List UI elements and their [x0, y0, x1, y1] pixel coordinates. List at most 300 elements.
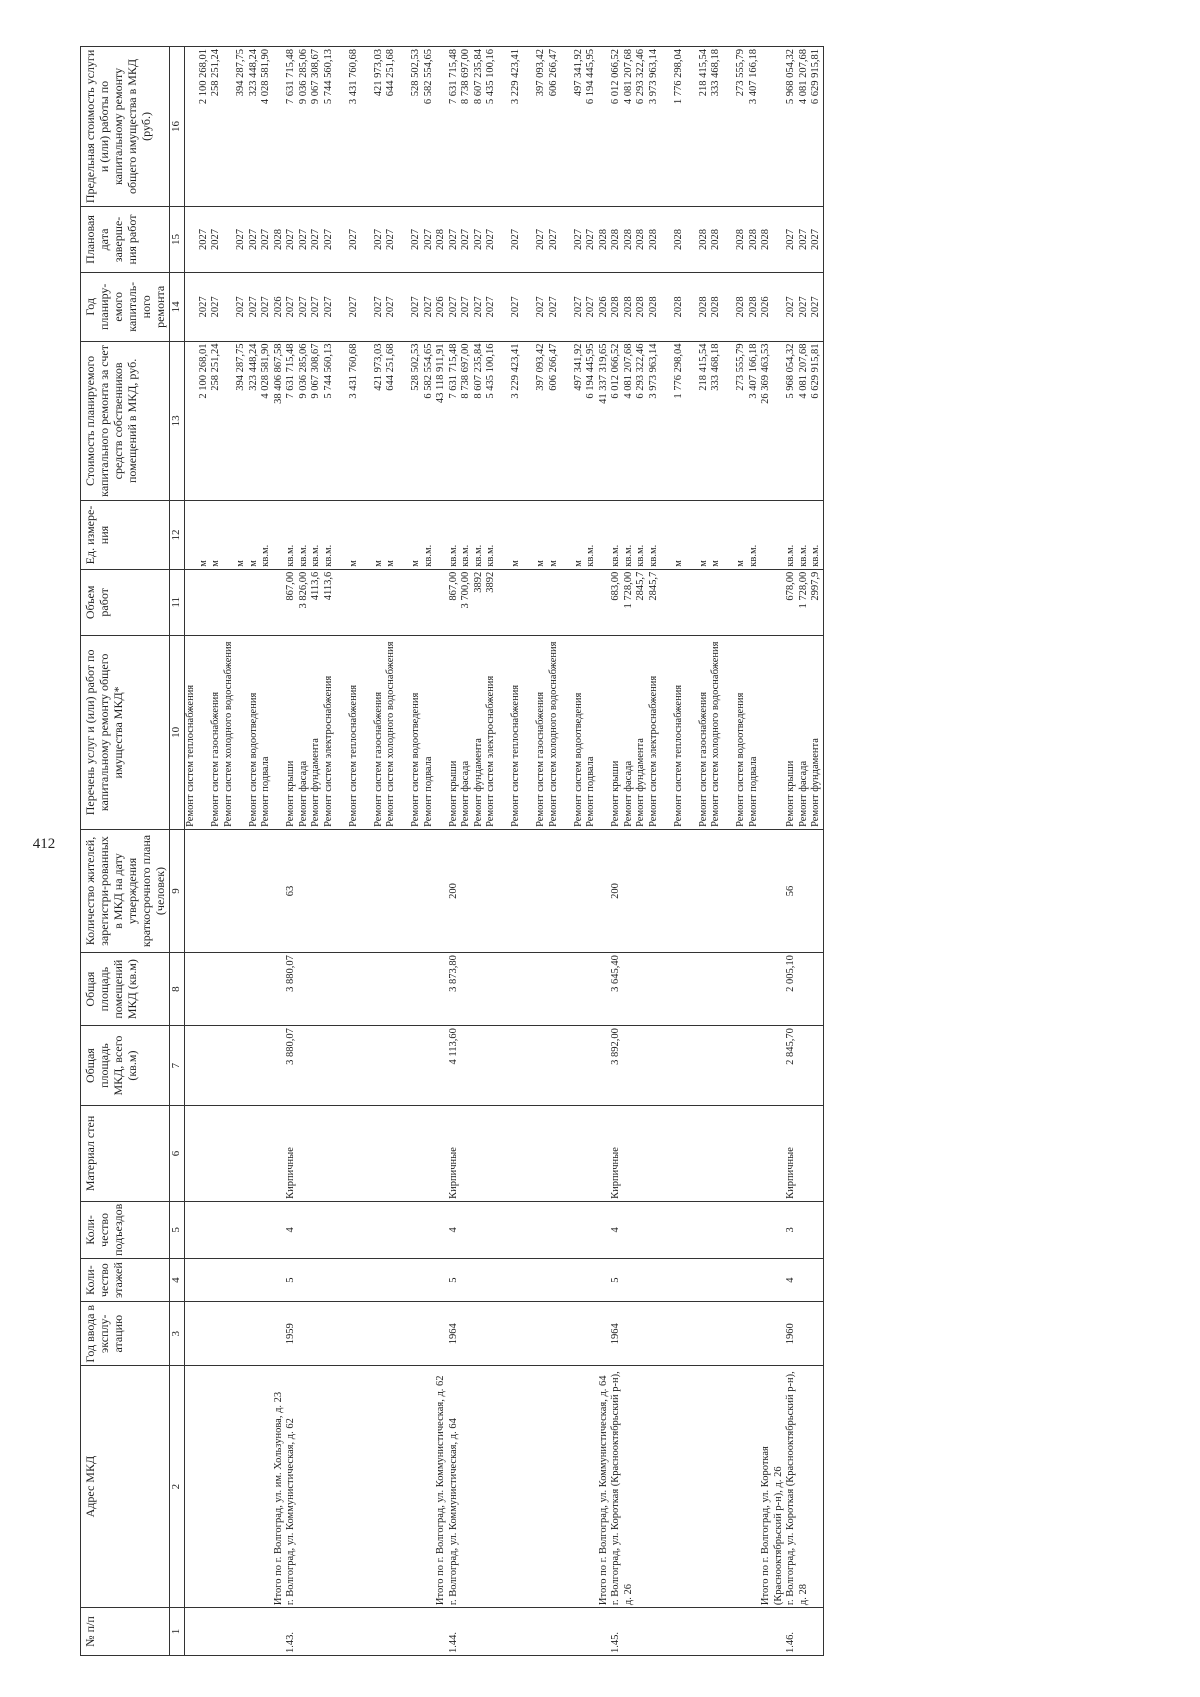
cell-lim [448, 47, 598, 207]
value-costs: 3 973 963,14 [647, 343, 659, 399]
total-cell-num [760, 1608, 785, 1656]
cell-cost [285, 341, 435, 501]
value-volumes: 867,00 [447, 571, 459, 601]
house-year: 1959 [285, 1323, 296, 1345]
value-limits: 3 431 760,68 [347, 49, 359, 105]
value-years: 2028 [710, 296, 721, 318]
value-dates: 2027 [447, 229, 459, 250]
value-costs: 5 435 100,16 [485, 343, 496, 399]
cell-mat [610, 1106, 760, 1202]
value-units: м [510, 560, 521, 567]
value-years: 2027 [347, 296, 359, 318]
total-cell-addr: Итого по г. Волгоград, ул. им. Хользунова, д. 23 [273, 1366, 286, 1608]
spacer-line [335, 273, 348, 340]
house-number: 1.45. [610, 1632, 621, 1653]
value-units: м [572, 560, 584, 567]
work-item: Ремонт систем электроснабжения [322, 675, 334, 827]
house-material: Кирпичные [285, 1147, 296, 1199]
value-costs: 2 100 268,01 [197, 343, 209, 399]
cell-num [610, 1608, 760, 1656]
total-cell-work [435, 635, 448, 829]
value-volumes: 3 700,00 [460, 571, 471, 609]
column-header-6: Материал стен [81, 1106, 170, 1202]
spacer-line [660, 207, 673, 272]
spacer-line [498, 207, 511, 272]
total-cell-vol [598, 569, 611, 635]
spacer-line [660, 501, 673, 566]
spacer-line [185, 572, 198, 635]
value-years: 2027 [810, 296, 821, 318]
total-cell-mat [598, 1106, 611, 1202]
total-cell-res [760, 829, 785, 952]
value-years: 2027 [460, 296, 471, 318]
value-units: м [210, 560, 221, 567]
value-volumes: 4113,6 [310, 571, 321, 601]
value-dates: 2027 [385, 229, 396, 250]
column-number-13: 13 [170, 341, 185, 501]
value-dates: 2027 [235, 229, 246, 250]
value-limits: 7 631 715,48 [285, 49, 296, 105]
work-item: Ремонт подвала [422, 756, 434, 827]
value-units: м [710, 560, 721, 567]
house-number: 1.46. [785, 1632, 796, 1653]
value-costs: 6 293 322,46 [635, 343, 646, 399]
spacer-line [360, 344, 373, 501]
house-area-rooms: 3 873,80 [447, 955, 459, 992]
spacer-line [185, 49, 198, 206]
cell-vol [785, 569, 823, 635]
spacer-line [260, 572, 273, 635]
total-cell-at [760, 1026, 785, 1106]
total-cell-floors [760, 1258, 785, 1301]
cell-py [610, 273, 760, 341]
cell-floors [785, 1258, 823, 1301]
spacer-line [710, 572, 723, 635]
total-cell-ar [598, 953, 611, 1026]
total-cell-dt: 2028 [273, 206, 286, 272]
cell-work [185, 635, 273, 829]
value-units: м [535, 560, 546, 567]
value-units: кв.м. [647, 544, 659, 567]
spacer-line [335, 207, 348, 272]
cell-dt [185, 206, 273, 272]
value-dates: 2027 [247, 229, 259, 250]
cell-num [285, 1608, 435, 1656]
column-number-3: 3 [170, 1302, 185, 1366]
cell-unit [785, 501, 823, 569]
table-row [185, 47, 273, 1656]
value-years: 2027 [422, 296, 434, 318]
total-cell-py: 2026 [760, 273, 785, 341]
value-limits: 8 738 697,00 [460, 49, 471, 105]
value-costs: 5 968 054,32 [785, 343, 796, 399]
house-area-total: 2 845,70 [785, 1028, 796, 1065]
total-cell-ar [273, 953, 286, 1026]
value-limits: 3 229 423,41 [510, 49, 521, 105]
cell-dt [285, 206, 435, 272]
value-costs: 5 744 560,13 [322, 343, 334, 399]
work-item: Ремонт систем электроснабжения [485, 675, 496, 827]
cell-ar [185, 953, 273, 1026]
column-number-5: 5 [170, 1201, 185, 1258]
total-cell-addr: Итого по г. Волгоград, ул. Коммунистическая, д. 62 [435, 1366, 448, 1608]
value-units: кв.м. [585, 544, 596, 567]
cell-work [610, 635, 760, 829]
value-limits: 4 081 207,68 [797, 49, 809, 105]
value-units: кв.м. [260, 544, 271, 567]
spacer-line [685, 572, 698, 635]
work-item: Ремонт крыши [285, 760, 296, 827]
column-number-7: 7 [170, 1026, 185, 1106]
capital-repair-table [80, 46, 824, 1656]
house-area-total: 3 892,00 [610, 1028, 621, 1065]
spacer-line [723, 572, 736, 635]
house-area-rooms: 3 880,07 [285, 955, 296, 992]
spacer-line [185, 344, 198, 501]
value-costs: 4 081 207,68 [622, 343, 634, 399]
work-item: Ремонт фасада [797, 760, 809, 827]
spacer-line [660, 572, 673, 635]
spacer-line [373, 572, 386, 635]
value-volumes: 3 826,00 [297, 571, 309, 609]
cell-num [185, 1608, 273, 1656]
total-cell-py: 2026 [273, 273, 286, 341]
work-item: Ремонт систем теплоснабжения [347, 684, 359, 827]
spacer-line [498, 501, 511, 566]
value-limits: 218 415,54 [697, 49, 709, 97]
value-costs: 8 607 235,84 [472, 343, 484, 399]
cell-py [285, 273, 435, 341]
value-volumes: 2845,7 [647, 571, 659, 601]
cell-addr [785, 1366, 823, 1608]
value-volumes: 2997,9 [810, 571, 821, 601]
total-cell-py: 2026 [598, 273, 611, 341]
value-years: 2027 [210, 296, 221, 318]
value-units: кв.м. [622, 544, 634, 567]
cell-lim [185, 47, 273, 207]
column-header-8: Общая площадь помещений МКД (кв.м) [81, 953, 170, 1026]
cell-mat [785, 1106, 823, 1202]
house-entrances: 4 [447, 1227, 459, 1233]
spacer-line [398, 501, 411, 566]
value-dates: 2027 [297, 229, 309, 250]
value-costs: 6 629 915,81 [810, 343, 821, 399]
total-cell-mat [273, 1106, 286, 1202]
column-header-5: Коли-чество подъездов [81, 1201, 170, 1258]
cell-year [785, 1302, 823, 1366]
house-area-rooms: 2 005,10 [785, 955, 796, 992]
value-dates: 2027 [410, 229, 421, 250]
total-cell-cost: 41 337 319,65 [598, 341, 611, 501]
column-header-10: Перечень услуг и (или) работ по капитальному ремонту общего имущества МКД* [81, 635, 170, 829]
cell-py [448, 273, 598, 341]
value-limits: 258 251,24 [210, 49, 221, 97]
cell-mat [285, 1106, 435, 1202]
value-costs: 3 407 166,18 [747, 343, 759, 399]
value-limits: 6 582 554,65 [422, 49, 434, 105]
value-limits: 9 067 308,67 [310, 49, 321, 105]
value-costs: 644 251,68 [385, 343, 396, 391]
spacer-line [360, 273, 373, 340]
cell-py [785, 273, 823, 341]
value-dates: 2027 [197, 229, 209, 250]
column-header-11: Объем работ [81, 569, 170, 635]
spacer-line [398, 273, 411, 340]
work-item: Ремонт систем газоснабжения [210, 691, 221, 827]
cell-cost [185, 341, 273, 501]
total-cell-lim [760, 47, 785, 207]
value-costs: 528 502,53 [410, 343, 421, 391]
work-item: Ремонт систем теплоснабжения [185, 684, 196, 827]
spacer-line [698, 572, 711, 635]
spacer-line [398, 207, 411, 272]
value-units: кв.м. [310, 544, 321, 567]
house-address: г. Волгоград, ул. Короткая (Краснооктябрьский р-н), д. 26 [610, 1371, 634, 1606]
spacer-line [723, 501, 736, 566]
work-item: Ремонт подвала [585, 756, 596, 827]
spacer-line [360, 207, 373, 272]
cell-floors [610, 1258, 760, 1301]
total-cell-mat [435, 1106, 448, 1202]
cell-year [285, 1302, 435, 1366]
total-cell-dt: 2028 [435, 206, 448, 272]
total-cell-addr: Итого по г. Волгоград, ул. Коммунистическая, д. 64 [598, 1366, 611, 1608]
spacer-line [185, 207, 198, 272]
value-years: 2028 [610, 296, 621, 318]
column-header-9: Количество жителей, зарегистри-рованных в МКД на дату утверждения краткосрочного плана (человек) [81, 829, 170, 952]
work-item: Ремонт систем газоснабжения [697, 691, 709, 827]
total-row [598, 47, 611, 1656]
column-header-15: Плановая дата заверше-ния работ [81, 206, 170, 272]
spacer-line [335, 501, 348, 566]
value-limits: 9 036 285,06 [297, 49, 309, 105]
cell-ent [785, 1201, 823, 1258]
cell-addr [610, 1366, 760, 1608]
cell-unit [448, 501, 598, 569]
cell-dt [610, 206, 760, 272]
work-item: Ремонт систем холодного водоснабжения [385, 641, 396, 827]
spacer-line [360, 501, 373, 566]
value-units: кв.м. [472, 544, 484, 567]
value-costs: 7 631 715,48 [447, 343, 459, 399]
total-cell-cost: 43 118 911,91 [435, 341, 448, 501]
spacer-line [335, 572, 348, 635]
value-units: м [410, 560, 421, 567]
value-costs: 333 468,18 [710, 343, 721, 391]
column-header-1: № п/п [81, 1608, 170, 1656]
work-item: Ремонт систем водоотведения [247, 692, 259, 827]
total-cell-res [435, 829, 448, 952]
house-address: г. Волгоград, ул. Короткая (Краснооктябрьский р-н), д. 28 [785, 1371, 809, 1606]
total-cell-year [598, 1302, 611, 1366]
column-header-7: Общая площадь МКД, всего (кв.м) [81, 1026, 170, 1106]
value-dates: 2027 [372, 229, 384, 250]
cell-cost [610, 341, 760, 501]
value-limits: 6 629 915,81 [810, 49, 821, 105]
spacer-line [660, 49, 673, 206]
house-area-total: 4 113,60 [447, 1028, 459, 1065]
value-years: 2027 [297, 296, 309, 318]
cell-unit [285, 501, 435, 569]
table-row [448, 47, 598, 1656]
spacer-line [723, 344, 736, 501]
spacer-line [685, 344, 698, 501]
total-cell-dt: 2028 [760, 206, 785, 272]
value-dates: 2027 [485, 229, 496, 250]
value-volumes: 3892 [472, 571, 484, 593]
cell-lim [610, 47, 760, 207]
value-units: кв.м. [810, 544, 821, 567]
work-item: Ремонт фасада [622, 760, 634, 827]
cell-year [610, 1302, 760, 1366]
value-dates: 2027 [310, 229, 321, 250]
column-number-row [170, 47, 185, 1656]
house-residents: 56 [785, 885, 796, 897]
value-costs: 9 036 285,06 [297, 343, 309, 399]
total-cell-res [598, 829, 611, 952]
value-limits: 5 968 054,32 [785, 49, 796, 105]
value-dates: 2027 [322, 229, 334, 250]
house-entrances: 4 [285, 1227, 296, 1233]
column-header-2: Адрес МКД [81, 1366, 170, 1608]
value-volumes: 2845,7 [635, 571, 646, 601]
cell-ent [448, 1201, 598, 1258]
spacer-line [660, 344, 673, 501]
value-dates: 2028 [610, 229, 621, 250]
value-units: кв.м. [285, 544, 296, 567]
cell-ent [285, 1201, 435, 1258]
cell-at [785, 1026, 823, 1106]
house-residents: 200 [447, 883, 459, 899]
spacer-line [223, 273, 236, 340]
total-cell-cost: 38 406 867,58 [273, 341, 286, 501]
value-dates: 2027 [510, 229, 521, 250]
cell-work [448, 635, 598, 829]
spacer-line [685, 273, 698, 340]
value-units: м [547, 560, 559, 567]
cell-ar [448, 953, 598, 1026]
cell-num [785, 1608, 823, 1656]
column-header-13: Стоимость планируемого капитального ремонта за счет средств собственников помещений в МКД, руб. [81, 341, 170, 501]
work-item: Ремонт систем холодного водоснабжения [222, 641, 234, 827]
spacer-line [585, 572, 598, 635]
cell-vol [185, 569, 273, 635]
value-limits: 2 100 268,01 [197, 49, 209, 105]
value-dates: 2027 [347, 229, 359, 250]
work-item: Ремонт фасада [460, 760, 471, 827]
value-dates: 2027 [210, 229, 221, 250]
spacer-line [535, 572, 548, 635]
cell-res [785, 829, 823, 952]
total-cell-mat [760, 1106, 785, 1202]
value-years: 2027 [322, 296, 334, 318]
cell-py [185, 273, 273, 341]
value-units: кв.м. [297, 544, 309, 567]
value-limits: 273 555,79 [735, 49, 746, 97]
house-year: 1964 [610, 1323, 621, 1345]
value-volumes: 867,00 [285, 571, 296, 601]
value-dates: 2027 [785, 229, 796, 250]
value-dates: 2028 [735, 229, 746, 250]
value-years: 2028 [622, 296, 634, 318]
value-years: 2027 [510, 296, 521, 318]
value-units: м [372, 560, 384, 567]
value-dates: 2027 [260, 229, 271, 250]
value-limits: 606 266,47 [547, 49, 559, 97]
total-cell-num [273, 1608, 286, 1656]
column-number-11: 11 [170, 569, 185, 635]
spacer-line [223, 344, 236, 501]
value-costs: 6 582 554,65 [422, 343, 434, 399]
house-material: Кирпичные [785, 1147, 796, 1199]
house-entrances: 3 [785, 1227, 796, 1233]
cell-cost [448, 341, 598, 501]
work-item: Ремонт крыши [610, 760, 621, 827]
cell-cost [785, 341, 823, 501]
value-units: м [735, 560, 746, 567]
spacer-line [523, 207, 536, 272]
value-costs: 258 251,24 [210, 343, 221, 391]
cell-year [448, 1302, 598, 1366]
total-cell-work [273, 635, 286, 829]
house-floors: 5 [447, 1277, 459, 1283]
cell-mat [448, 1106, 598, 1202]
column-header-14: Год планиру-емого капиталь-ного ремонта [81, 273, 170, 341]
value-units: кв.м. [322, 544, 334, 567]
spacer-line [723, 207, 736, 272]
value-years: 2027 [235, 296, 246, 318]
work-item: Ремонт систем водоотведения [410, 692, 421, 827]
work-item: Ремонт фундамента [810, 738, 821, 827]
value-dates: 2027 [585, 229, 596, 250]
column-number-1: 1 [170, 1608, 185, 1656]
value-limits: 4 028 581,90 [260, 49, 271, 105]
total-cell-year [760, 1302, 785, 1366]
value-years: 2027 [797, 296, 809, 318]
work-item: Ремонт систем теплоснабжения [510, 684, 521, 827]
value-costs: 1 776 298,04 [672, 343, 684, 399]
value-costs: 397 093,42 [535, 343, 546, 391]
work-item: Ремонт систем холодного водоснабжения [710, 641, 721, 827]
work-item: Ремонт систем водоотведения [572, 692, 584, 827]
value-limits: 7 631 715,48 [447, 49, 459, 105]
value-limits: 1 776 298,04 [672, 49, 684, 105]
spacer-line [560, 207, 573, 272]
total-cell-res [273, 829, 286, 952]
value-years: 2028 [672, 296, 684, 318]
value-years: 2027 [547, 296, 559, 318]
value-units: м [672, 560, 684, 567]
work-item: Ремонт фасада [297, 760, 309, 827]
cell-work [285, 635, 435, 829]
house-year: 1964 [447, 1323, 459, 1345]
work-item: Ремонт систем газоснабжения [372, 691, 384, 827]
value-years: 2027 [385, 296, 396, 318]
spacer-line [560, 344, 573, 501]
house-residents: 63 [285, 885, 296, 897]
spacer-line [210, 572, 223, 635]
total-cell-vol [760, 569, 785, 635]
work-item: Ремонт систем водоотведения [735, 692, 746, 827]
value-units: м [235, 560, 246, 567]
total-cell-vol [273, 569, 286, 635]
value-dates: 2028 [747, 229, 759, 250]
house-number: 1.44. [447, 1632, 459, 1653]
spacer-line [560, 49, 573, 206]
value-volumes: 678,00 [785, 571, 796, 601]
value-dates: 2027 [797, 229, 809, 250]
column-number-10: 10 [170, 635, 185, 829]
